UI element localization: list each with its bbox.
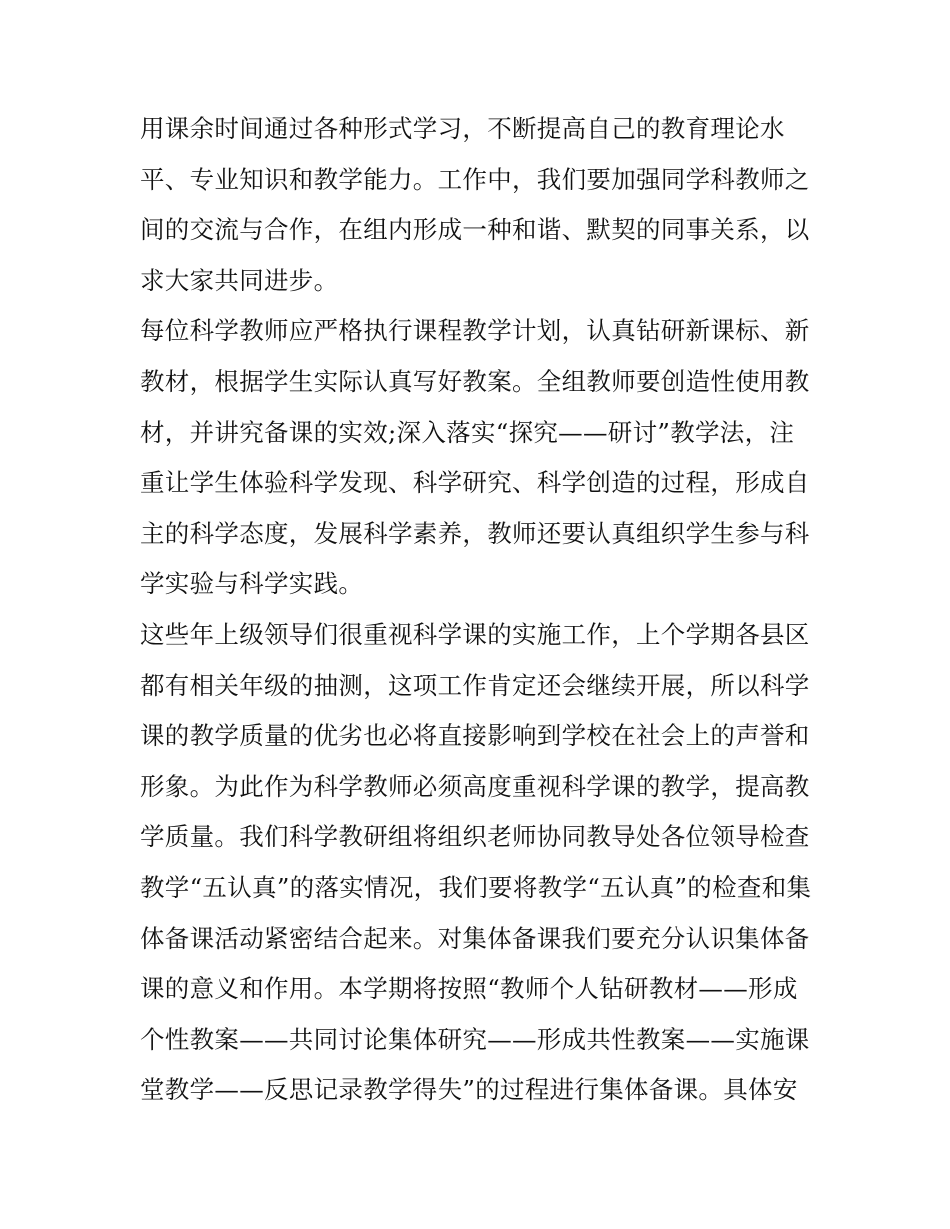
text-line: 都有相关年级的抽测，这项工作肯定还会继续开展，所以科学 — [140, 670, 810, 700]
text-line: 课的意义和作用。本学期将按照“教师个人钻研教材——形成 — [140, 974, 798, 1004]
text-line: 个性教案——共同讨论集体研究——形成共性教案——实施课 — [140, 1024, 810, 1054]
text-line: 教学“五认真”的落实情况，我们要将教学“五认真”的检查和集 — [140, 872, 812, 902]
text-line: 这些年上级领导们很重视科学课的实施工作，上个学期各县区 — [140, 619, 810, 649]
text-line: 教材，根据学生实际认真写好教案。全组教师要创造性使用教 — [140, 366, 810, 396]
text-line: 学质量。我们科学教研组将组织老师协同教导处各位领导检查 — [140, 822, 810, 852]
text-line: 间的交流与合作，在组内形成一种和谐、默契的同事关系，以 — [140, 215, 810, 245]
text-line: 学实验与科学实践。 — [140, 569, 364, 599]
text-line: 课的教学质量的优劣也必将直接影响到学校在社会上的声誉和 — [140, 721, 810, 751]
document-body — [140, 104, 820, 1116]
text-line: 体备课活动紧密结合起来。对集体备课我们要充分认识集体备 — [140, 923, 810, 953]
text-line: 求大家共同进步。 — [140, 265, 339, 295]
text-line: 形象。为此作为科学教师必须高度重视科学课的教学，提高教 — [140, 771, 810, 801]
text-line: 重让学生体验科学发现、科学研究、科学创造的过程，形成自 — [140, 468, 810, 498]
text-line: 用课余时间通过各种形式学习，不断提高自己的教育理论水 — [140, 114, 785, 143]
paragraph-1 — [140, 104, 820, 306]
text-line: 堂教学——反思记录教学得失”的过程进行集体备课。具体安 — [140, 1075, 798, 1105]
text-line: 平、专业知识和教学能力。工作中，我们要加强同学科教师之 — [140, 164, 810, 194]
text-line: 每位科学教师应严格执行课程教学计划，认真钻研新课标、新 — [140, 316, 810, 346]
text-line: 材，并讲究备课的实效;深入落实“探究——研讨”教学法，注 — [140, 417, 795, 447]
text-line: 主的科学态度，发展科学素养，教师还要认真组织学生参与科 — [140, 518, 810, 548]
paragraph-3 — [140, 610, 820, 1116]
paragraph-2 — [140, 306, 820, 610]
